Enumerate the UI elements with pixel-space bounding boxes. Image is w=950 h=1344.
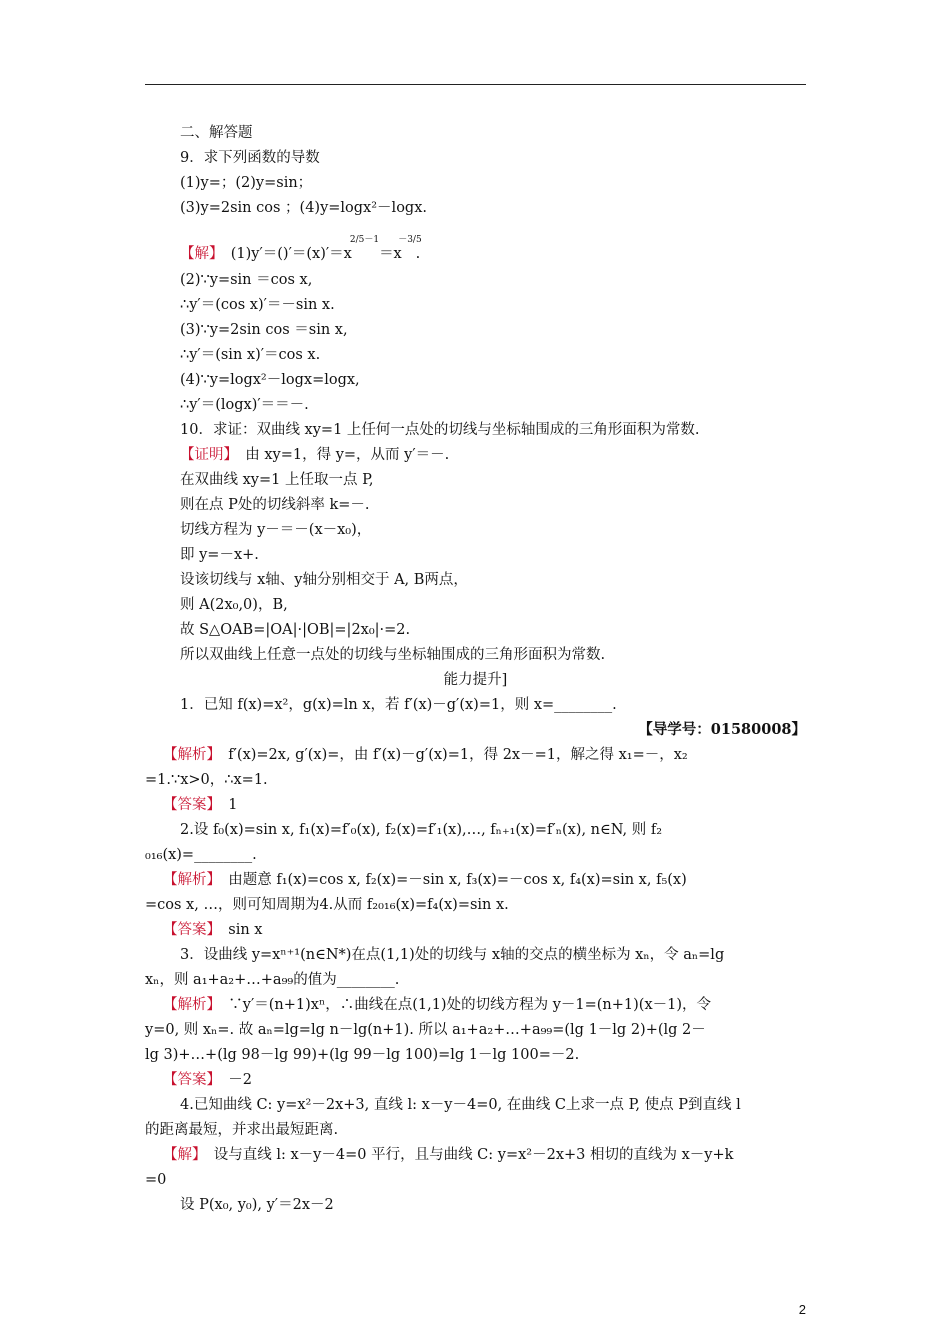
line-text: 10．求证：双曲线 xy=1 上任何一点处的切线与坐标轴围成的三角形面积为常数.: [180, 422, 700, 438]
text-line: [180, 321, 348, 339]
section-tag: 【答案】: [163, 797, 214, 813]
line-text: (3)∵y=2sin cos ＝sin x,: [180, 322, 348, 338]
line-text: 3．设曲线 y=xⁿ⁺¹(n∈N*)在点(1,1)处的切线与 x轴的交点的横坐标为 xₙ，令 aₙ=lg: [180, 947, 725, 963]
line-text: ＝x .: [379, 246, 421, 262]
line-text: 4.已知曲线 C: y=x²－2x+3, 直线 l: x－y－4=0, 在曲线 C上求一点 P, 使点 P到直线 l: [180, 1097, 741, 1113]
text-line: [180, 346, 320, 364]
text-line: [180, 1196, 334, 1214]
line-text: 二、解答题: [180, 125, 253, 141]
text-line: [145, 846, 257, 864]
line-text: 9．求下列函数的导数: [180, 150, 320, 166]
text-line: [180, 521, 371, 539]
text-line: [180, 149, 320, 167]
text-line: [163, 796, 237, 814]
text-line: [180, 571, 468, 589]
text-line: [180, 821, 662, 839]
text-line: [180, 235, 422, 265]
text-line: [180, 696, 617, 714]
text-line: [145, 971, 399, 989]
line-text: =0: [145, 1172, 167, 1188]
text-line: [180, 199, 427, 217]
text-line: [180, 446, 449, 464]
text-line: [163, 746, 688, 764]
section-tag: 【解析】: [163, 747, 214, 763]
text-line: [180, 421, 700, 439]
line-text: ₀₁₆(x)=________.: [145, 847, 257, 863]
line-text: ∵y′＝(n+1)xⁿ，∴曲线在点(1,1)处的切线方程为 y－1=(n+1)(x－1)，令: [213, 997, 712, 1013]
reference-number: 【导学号：01580008】: [638, 721, 806, 738]
text-line: [180, 271, 312, 289]
text-line: [163, 871, 687, 889]
header-rule: [145, 84, 806, 85]
text-line: [180, 546, 259, 564]
section-tag: 【解】: [180, 246, 217, 262]
line-text: 所以双曲线上任意一点处的切线与坐标轴围成的三角形面积为常数.: [180, 647, 606, 663]
text-line: [145, 1121, 338, 1139]
text-line: [180, 496, 370, 514]
text-line: [180, 124, 253, 142]
line-text: 设该切线与 x轴、y轴分别相交于 A, B两点，: [180, 572, 468, 588]
line-text: 2.设 f₀(x)=sin x, f₁(x)=f′₀(x), f₂(x)=f′₁(x),…, fₙ₊₁(x)=f′ₙ(x), n∈N, 则 f₂: [180, 822, 663, 838]
text-line: [163, 1071, 252, 1089]
text-line: [145, 1046, 579, 1064]
page-number: 2: [798, 1302, 806, 1317]
exponent: －3/5: [398, 235, 422, 245]
text-line: [180, 471, 374, 489]
line-text: 在双曲线 xy=1 上任取一点 P,: [180, 472, 374, 488]
line-text: xₙ，则 a₁+a₂+…+a₉₉的值为________.: [145, 972, 400, 988]
text-line: [145, 1171, 166, 1189]
section-tag: 【答案】: [163, 1072, 214, 1088]
line-text: 1: [213, 797, 238, 813]
text-line: [180, 621, 410, 639]
text-line: [180, 596, 288, 614]
line-text: lg 3)+…+(lg 98－lg 99)+(lg 99－lg 100)=lg 1－lg 100=－2.: [145, 1047, 580, 1063]
text-line: [163, 1146, 733, 1164]
line-text: 则 A(2x₀,0)，B,: [180, 597, 288, 613]
text-line: [180, 946, 724, 964]
text-line: [163, 921, 262, 939]
text-line: [180, 1096, 741, 1114]
line-text: (2)∵y=sin ＝cos x,: [180, 272, 313, 288]
section-tag: 【解】: [163, 1147, 200, 1163]
line-text: (3)y=2sin cos ；(4)y=logx²－logx.: [180, 200, 427, 216]
line-text: 的距离最短，并求出最短距离.: [145, 1122, 339, 1138]
line-text: y=0, 则 xₙ=. 故 aₙ=lg=lg n－lg(n+1). 所以 a₁+a₂+…+a₉₉=(lg 1－lg 2)+(lg 2－: [145, 1022, 706, 1038]
line-text: 1．已知 f(x)=x²，g(x)=ln x，若 f′(x)－g′(x)=1，则 x=________.: [180, 697, 617, 713]
text-line: [180, 646, 605, 664]
line-text: sin x: [213, 922, 263, 938]
line-text: 设与直线 l: x－y－4=0 平行，且与曲线 C: y=x²－2x+3 相切的直线为 x－y+k: [199, 1147, 734, 1163]
text-line: [180, 371, 360, 389]
section-tag: 【答案】: [163, 922, 214, 938]
text-line: [145, 896, 509, 914]
line-text: 由题意 f₁(x)=cos x, f₂(x)=－sin x, f₃(x)=－cos x, f₄(x)=sin x, f₅(x): [213, 872, 687, 888]
line-text: ∴y′＝(logx)′＝＝－.: [180, 397, 309, 413]
line-text: 即 y=－x+.: [180, 547, 259, 563]
section-tag: 【证明】: [180, 447, 231, 463]
line-text: =cos x, …，则可知周期为4.从而 f₂₀₁₆(x)=f₄(x)=sin x.: [145, 897, 509, 913]
line-text: －2: [213, 1072, 252, 1088]
line-text: 故 S△OAB=|OA|·|OB|=|2x₀|·=2.: [180, 622, 411, 638]
section-heading: 能力提升]: [443, 672, 508, 688]
line-text: 设 P(x₀, y₀), y′＝2x－2: [180, 1197, 334, 1213]
line-text: ∴y′＝(cos x)′＝－sin x.: [180, 297, 335, 313]
line-text: 切线方程为 y－＝－(x－x₀)，: [180, 522, 372, 538]
section-tag: 【解析】: [163, 997, 214, 1013]
line-text: (1)y=；(2)y=sin；: [180, 175, 313, 191]
section-tag: 【解析】: [163, 872, 214, 888]
line-text: (4)∵y=logx²－logx=logx,: [180, 372, 360, 388]
line-text: =1.∵x>0，∴x=1.: [145, 772, 268, 788]
text-line: [145, 771, 268, 789]
text-line: [180, 396, 309, 414]
text-line: [145, 1021, 706, 1039]
text-line: [180, 296, 335, 314]
text-line: [180, 174, 312, 192]
line-text: 则在点 P处的切线斜率 k=－.: [180, 497, 370, 513]
line-text: f′(x)=2x, g′(x)=，由 f′(x)－g′(x)=1，得 2x－=1，解之得 x₁=－，x₂: [213, 747, 688, 763]
exponent: 2/5－1: [349, 235, 380, 245]
line-text: ∴y′＝(sin x)′＝cos x.: [180, 347, 321, 363]
line-text: (1)y′＝()′＝(x)′＝x: [216, 246, 352, 262]
line-text: 由 xy=1，得 y=，从而 y′＝－.: [230, 447, 450, 463]
text-line: [163, 996, 711, 1014]
